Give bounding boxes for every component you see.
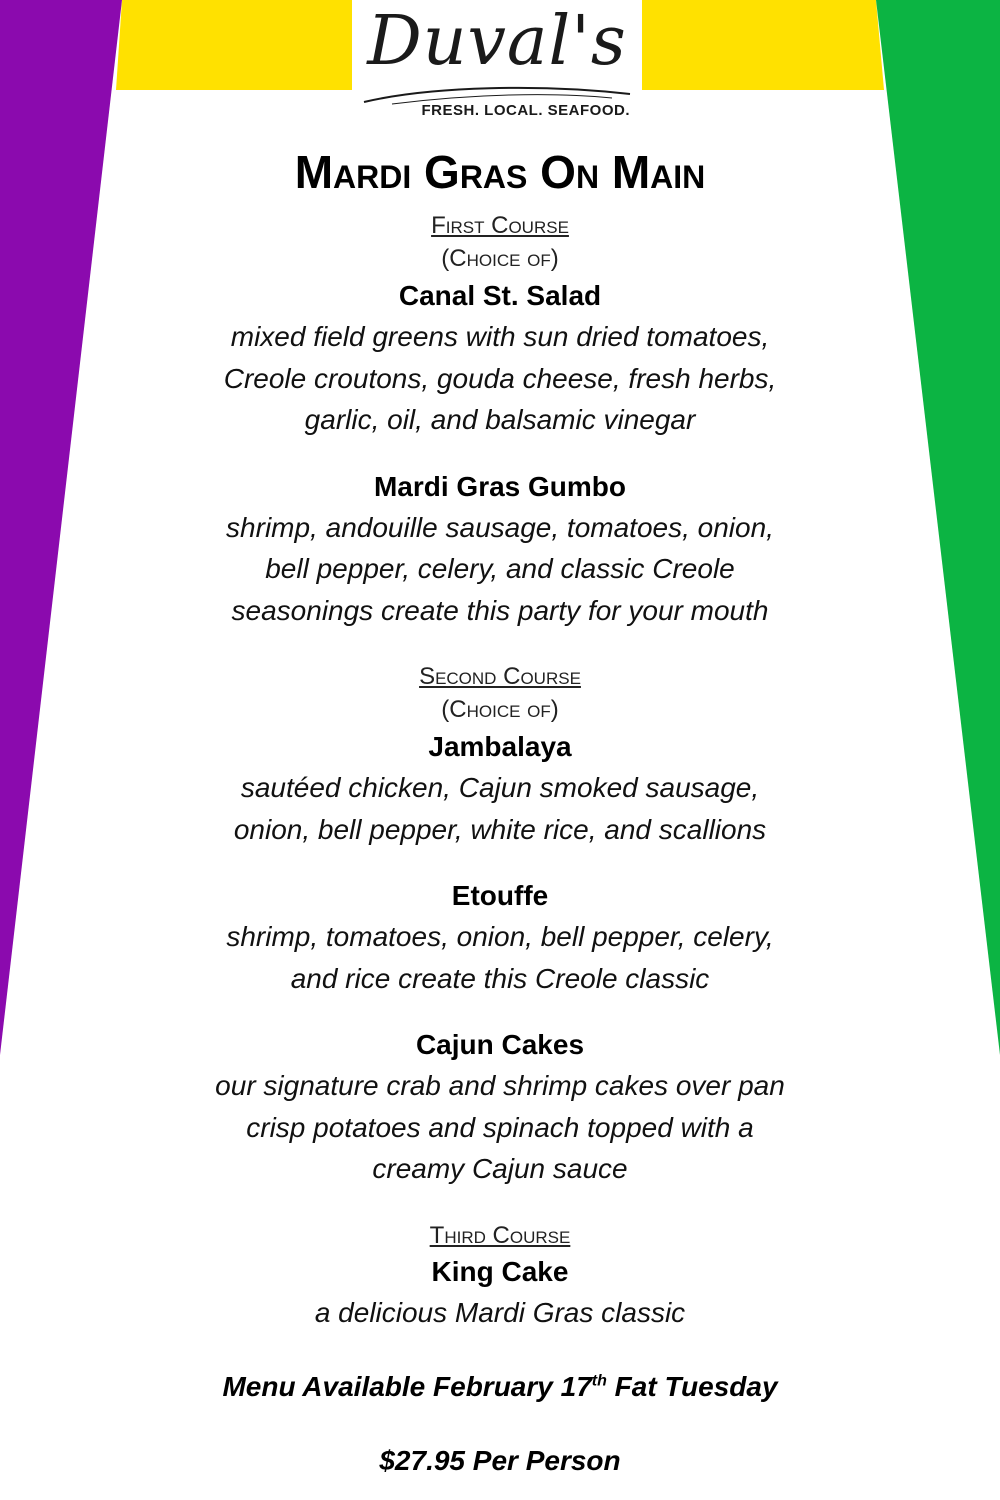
dish-etouffe: Etouffe — [451, 880, 549, 911]
menu-title: Mardi Gras On Main — [294, 146, 706, 198]
price-note: $27.95 Per Person — [379, 1445, 621, 1476]
dish-description: mixed field greens with sun dried tomatoes, Creole croutons, gouda cheese, fresh herbs, garlic, oil, and balsamic vinegar — [223, 321, 777, 435]
gold-banner-left — [116, 0, 352, 90]
first-course-section — [150, 210, 850, 631]
second-course-choice: (Choice of) — [441, 696, 559, 723]
menu-content — [150, 140, 850, 1481]
green-stripe — [876, 0, 1000, 1055]
third-course-section — [150, 1220, 850, 1334]
logo-wordmark: Duval's — [367, 2, 627, 81]
dish-canal-st-salad: Canal St. Salad — [398, 280, 602, 311]
third-course-heading: Third Course — [429, 1221, 571, 1249]
availability-note: Menu Available February 17th Fat Tuesday — [222, 1371, 778, 1402]
dish-description: a delicious Mardi Gras classic — [314, 1296, 686, 1328]
first-course-heading: First Course — [431, 212, 569, 239]
second-course-heading: Second Course — [419, 663, 581, 690]
dish-description: sautéed chicken, Cajun smoked sausage, onion, bell pepper, white rice, and scallions — [233, 772, 767, 845]
dish-king-cake: King Cake — [431, 1255, 569, 1287]
purple-stripe — [0, 0, 122, 1055]
dish-description: our signature crab and shrimp cakes over pan crisp potatoes and spinach topped with a creamy Cajun sauce — [215, 1070, 785, 1184]
second-course-section — [150, 661, 850, 1190]
dish-mardi-gras-gumbo: Mardi Gras Gumbo — [373, 470, 627, 502]
dish-description: shrimp, andouille sausage, tomatoes, onion, bell pepper, celery, and classic Creole seasonings create this party for your mouth — [226, 511, 774, 626]
dish-cajun-cakes: Cajun Cakes — [415, 1029, 585, 1060]
dish-description: shrimp, tomatoes, onion, bell pepper, celery, and rice create this Creole classic — [226, 921, 774, 994]
gold-banner-right — [642, 0, 884, 90]
logo-tagline: FRESH. LOCAL. SEAFOOD. — [421, 102, 630, 119]
dish-jambalaya: Jambalaya — [428, 731, 572, 762]
restaurant-logo — [352, 0, 642, 130]
first-course-choice: (Choice of) — [441, 245, 559, 272]
